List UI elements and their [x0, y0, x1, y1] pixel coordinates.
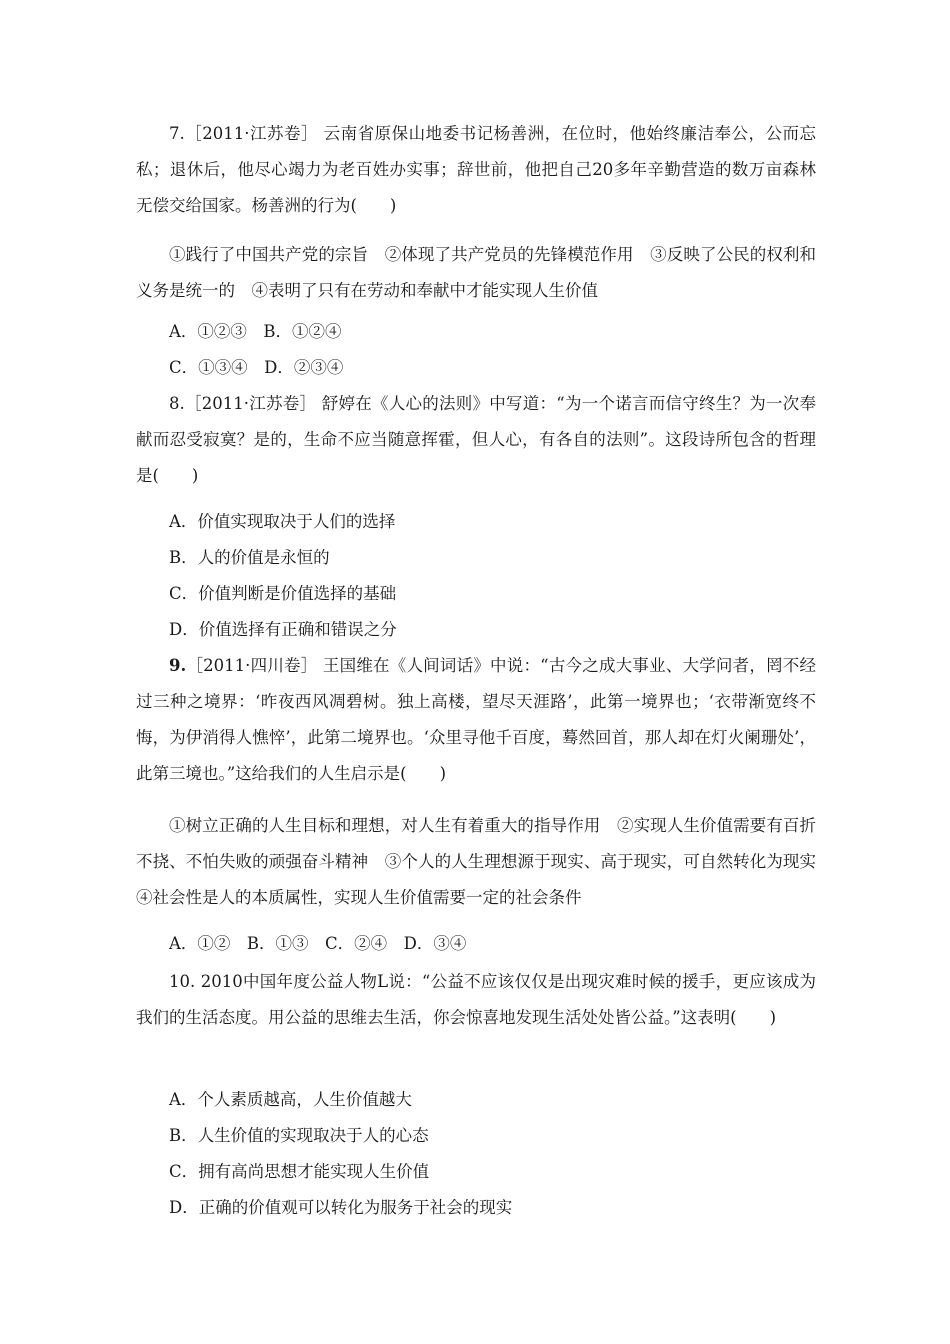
question-9-statements: ①树立正确的人生目标和理想，对人生有着重大的指导作用 ②实现人生价值需要有百折不挠、不怕失败的顽强奋斗精神 ③个人的人生理想源于现实、高于现实，可自然转化为现实 ④社会性是人的本质属性，实现人生价值需要一定的社会条件: [136, 816, 833, 907]
question-9-stem: [136, 648, 816, 792]
question-8-stem: 8.［2011·江苏卷］ 舒婷在《人心的法则》中写道：“为一个诺言而信守终生？为一次奉献而忍受寂寞？是的，生命不应当随意挥霍，但人心，有各自的法则”。这段诗所包含的哲理是( ): [136, 394, 816, 485]
question-10-option-b: B．人生价值的实现取决于人的心态: [169, 1126, 429, 1145]
question-10-option-a: A．个人素质越高，人生价值越大: [169, 1090, 412, 1109]
question-7-statements: ①践行了中国共产党的宗旨 ②体现了共产党员的先锋模范作用 ③反映了公民的权利和义务是统一的 ④表明了只有在劳动和奉献中才能实现人生价值: [136, 245, 816, 300]
question-7-stem: 7.［2011·江苏卷］ 云南省原保山地委书记杨善洲，在位时，他始终廉洁奉公，公而忘私；退休后，他尽心竭力为老百姓办实事；辞世前，他把自己20多年辛勤营造的数万亩森林无偿交给国家。杨善洲的行为( ): [136, 124, 816, 215]
question-10-option-c: C．拥有高尚思想才能实现人生价值: [169, 1162, 430, 1181]
question-7-options-row-2: C．①③④ D．②③④: [169, 358, 344, 377]
question-7-options-row-1: A．①②③ B．①②④: [169, 322, 342, 341]
question-10-stem: 10. 2010中国年度公益人物L说：“公益不应该仅仅是出现灾难时候的援手，更应该成为我们的生活态度。用公益的思维去生活，你会惊喜地发现生活处处皆公益。”这表明( ): [136, 972, 816, 1027]
question-9-number: 9.: [169, 656, 187, 675]
question-8-option-c: C．价值判断是价值选择的基础: [169, 584, 397, 603]
question-8-option-d: D．价值选择有正确和错误之分: [169, 620, 397, 639]
question-9-options: A．①② B．①③ C．②④ D．③④: [169, 934, 467, 953]
question-8-option-a: A．价值实现取决于人们的选择: [169, 512, 396, 531]
question-9-text: ［2011·四川卷］ 王国维在《人间词话》中说：“古今之成大事业、大学问者，罔不经过三种之境界：‘昨夜西风凋碧树。独上高楼，望尽天涯路’，此第一境界也；‘衣带渐宽终不悔，为伊消得人憔悴’，此第二境界也。‘众里寻他千百度，蓦然回首，那人却在灯火阑珊处’，此第三境也。”这给我们的人生启示是( ): [136, 656, 816, 783]
question-10-option-d: D．正确的价值观可以转化为服务于社会的现实: [169, 1198, 513, 1217]
question-8-option-b: B．人的价值是永恒的: [169, 548, 330, 567]
